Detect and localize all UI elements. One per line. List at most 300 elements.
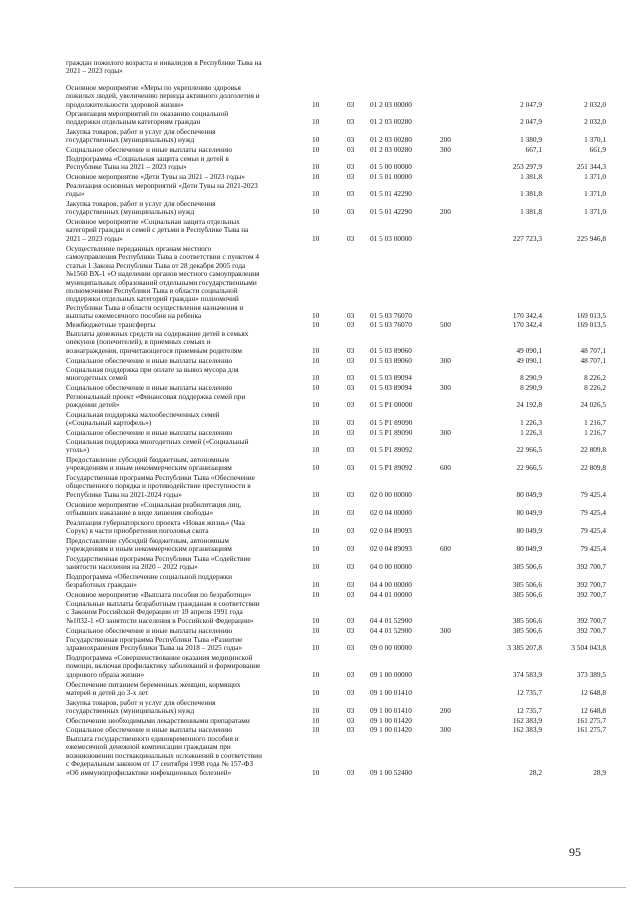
row-name-line: Подпрограмма «Совершенствование оказания медицинской (66, 654, 253, 662)
cell-sum-2023: 225 946,8 (576, 233, 606, 243)
row-name (66, 573, 312, 590)
row-name-line: 2021 – 2023 годы» (66, 67, 123, 76)
cell-razdel: 10 (312, 615, 320, 625)
cell-sum-2022: 80 049,9 (516, 544, 542, 554)
cell-sum-2022: 162 383,9 (512, 725, 542, 734)
cell-razdel: 10 (312, 162, 320, 172)
cell-expense-type: 200 (440, 135, 451, 145)
cell-razdel: 10 (312, 428, 320, 437)
cell-target-article: 01 5 03 89060 (370, 345, 412, 355)
cell-podrazdel: 03 (347, 373, 355, 383)
row-name (66, 429, 312, 437)
cell-razdel: 10 (312, 590, 320, 599)
row-name-line: поддержки отдельных категорий граждан» полномочий (66, 295, 239, 304)
cell-podrazdel: 03 (347, 207, 355, 217)
cell-sum-2022: 253 297,9 (512, 162, 542, 172)
row-name (66, 456, 312, 473)
cell-podrazdel: 03 (347, 489, 355, 499)
row-name (66, 681, 312, 698)
cell-sum-2023: 1 370,1 (584, 135, 606, 145)
cell-sum-2023: 392 700,7 (576, 590, 606, 599)
row-name (66, 245, 312, 321)
cell-sum-2023: 661,9 (589, 145, 606, 154)
row-name-line: уголь») (66, 446, 90, 455)
cell-razdel: 10 (312, 135, 320, 145)
cell-target-article: 01 5 Р1 89092 (370, 445, 413, 455)
row-name-line: Социальное обеспечение и иные выплаты населению (66, 146, 233, 154)
cell-sum-2022: 385 506,6 (512, 562, 542, 572)
cell-sum-2022: 1 226,3 (520, 418, 542, 428)
cell-sum-2023: 12 648,8 (580, 706, 606, 716)
cell-target-article: 04 0 00 00000 (370, 562, 412, 572)
cell-sum-2023: 8 226,2 (584, 373, 606, 383)
cell-sum-2023: 79 425,4 (580, 526, 606, 536)
row-name-line: выплаты ежемесячного пособия на ребенка (66, 312, 202, 321)
cell-target-article: 01 5 03 89094 (370, 373, 412, 383)
row-name-line: №1560 ВХ-1 «О наделении органов местного самоуправления (66, 270, 260, 279)
cell-expense-type: 300 (440, 428, 451, 437)
cell-podrazdel: 03 (347, 99, 355, 109)
row-name-line: Выплаты денежных средств на содержание детей в семьях (66, 330, 249, 338)
row-name-line: Основное мероприятие «Социальная защита отдельных (66, 218, 240, 226)
row-name (66, 726, 312, 734)
row-name-line: с Федеральным законом от 17 сентября 1998 года № 157-ФЗ (66, 760, 254, 769)
row-name (66, 474, 312, 499)
cell-expense-type: 300 (440, 626, 451, 635)
cell-sum-2023: 169 013,5 (576, 311, 606, 321)
row-name-line: Предоставление субсидий бюджетным, автономным (66, 537, 230, 545)
row-name (66, 717, 312, 725)
cell-sum-2022: 12 735,7 (516, 706, 542, 716)
cell-target-article: 02 0 00 00000 (370, 489, 412, 499)
cell-sum-2022: 385 506,6 (512, 626, 542, 635)
cell-podrazdel: 03 (347, 345, 355, 355)
cell-sum-2023: 28,9 (593, 767, 606, 777)
cell-target-article: 04 4 01 52900 (370, 626, 412, 635)
cell-sum-2022: 170 342,4 (512, 320, 542, 329)
cell-razdel: 10 (312, 562, 320, 572)
cell-sum-2022: 1 380,9 (520, 135, 542, 145)
row-name-line: рождении детей» (66, 401, 120, 410)
row-name (66, 173, 312, 181)
row-name-line: опекунов (попечителей), в приемных семьях и (66, 338, 211, 347)
cell-razdel: 10 (312, 145, 320, 154)
row-name-line: Сорук) в части приобретения поголовья скота (66, 527, 209, 536)
cell-sum-2023: 79 425,4 (580, 544, 606, 554)
cell-sum-2023: 1 216,7 (584, 418, 606, 428)
row-name-line: Межбюджетные трансферты (66, 321, 156, 329)
cell-target-article: 01 5 Р1 00000 (370, 400, 413, 410)
cell-target-article: 09 1 00 01420 (370, 716, 412, 725)
cell-razdel: 10 (312, 320, 320, 329)
cell-sum-2022: 385 506,6 (512, 590, 542, 599)
row-name (66, 366, 312, 383)
row-name-line: граждан пожилого возраста и инвалидов в Республике Тыва на (66, 59, 262, 67)
row-name-line: общественного порядка и противодействие преступности в (66, 482, 251, 491)
cell-sum-2023: 22 809,8 (580, 445, 606, 455)
cell-sum-2022: 385 506,6 (512, 615, 542, 625)
cell-sum-2022: 385 506,6 (512, 580, 542, 590)
row-name (66, 393, 312, 410)
cell-podrazdel: 03 (347, 562, 355, 572)
row-name-line: вознаграждения, причитающегося приемным родителям (66, 346, 242, 355)
row-name (66, 200, 312, 217)
cell-sum-2023: 373 389,5 (576, 669, 606, 679)
row-name-line: Закупка товаров, работ и услуг для обеспечения (66, 699, 216, 707)
cell-sum-2022: 22 966,5 (516, 463, 542, 473)
cell-target-article: 01 5 01 42290 (370, 189, 412, 199)
row-name-line: Обеспечение необходимыми лекарственными препаратами (66, 717, 250, 725)
row-name (66, 519, 312, 536)
cell-expense-type: 300 (440, 145, 451, 154)
cell-podrazdel: 03 (347, 189, 355, 199)
row-name-line: матерей и детей до 3-х лет (66, 689, 149, 698)
cell-sum-2023: 8 226,2 (584, 383, 606, 392)
row-name-line: многодетных семей (66, 374, 128, 383)
cell-podrazdel: 03 (347, 418, 355, 428)
cell-sum-2022: 1 381,8 (520, 189, 542, 199)
cell-podrazdel: 03 (347, 669, 355, 679)
row-name-line: Республике Тыва на 2021 – 2023 годы» (66, 163, 187, 172)
cell-podrazdel: 03 (347, 428, 355, 437)
cell-sum-2023: 3 504 043,8 (571, 643, 606, 653)
cell-razdel: 10 (312, 544, 320, 554)
cell-sum-2023: 2 032,0 (584, 99, 606, 109)
row-name (66, 146, 312, 154)
cell-sum-2022: 374 583,9 (512, 669, 542, 679)
cell-sum-2022: 49 090,1 (516, 345, 542, 355)
row-name-line: Организация мероприятий по оказанию социальной (66, 110, 229, 118)
cell-target-article: 01 5 Р1 89090 (370, 418, 413, 428)
row-name-line: Основное мероприятие «Выплата пособия по безработице» (66, 591, 252, 599)
row-name-line: Реализация губернаторского проекта «Новая жизнь» (Чаа (66, 519, 245, 527)
cell-sum-2023: 392 700,7 (576, 580, 606, 590)
cell-razdel: 10 (312, 345, 320, 355)
cell-podrazdel: 03 (347, 145, 355, 154)
cell-sum-2022: 1 226,3 (520, 428, 542, 437)
cell-sum-2022: 2 047,9 (520, 99, 542, 109)
cell-podrazdel: 03 (347, 580, 355, 590)
row-name (66, 411, 312, 428)
cell-razdel: 10 (312, 463, 320, 473)
cell-target-article: 09 1 00 00000 (370, 669, 412, 679)
cell-razdel: 10 (312, 99, 320, 109)
row-name-line: Социальное обеспечение и иные выплаты населению (66, 357, 233, 365)
cell-razdel: 10 (312, 706, 320, 716)
cell-target-article: 04 4 01 52900 (370, 615, 412, 625)
cell-sum-2023: 392 700,7 (576, 562, 606, 572)
cell-sum-2023: 392 700,7 (576, 626, 606, 635)
row-name-line: Социальная поддержка при оплате за вывоз мусора для (66, 366, 239, 374)
cell-target-article: 09 1 00 52400 (370, 767, 412, 777)
row-name (66, 627, 312, 635)
cell-razdel: 10 (312, 688, 320, 698)
row-name-line: Социальное обеспечение и иные выплаты населению (66, 627, 233, 635)
cell-sum-2023: 12 648,8 (580, 688, 606, 698)
cell-podrazdel: 03 (347, 643, 355, 653)
row-name-line: полномочиями Республики Тыва в области социальной (66, 287, 238, 296)
cell-expense-type: 200 (440, 207, 451, 217)
row-name-line: помощи, включая профилактику заболеваний и формирование (66, 662, 261, 671)
row-name-line: годы» (66, 190, 85, 199)
row-name-line: №1032-1 «О занятости населения в Российской Федерации» (66, 616, 254, 625)
cell-razdel: 10 (312, 373, 320, 383)
cell-sum-2022: 22 966,5 (516, 445, 542, 455)
cell-podrazdel: 03 (347, 706, 355, 716)
row-name-line: ежемесячной денежной компенсации гражданам при (66, 743, 231, 752)
row-name-line: Выплата государственного единовременного пособия и (66, 735, 239, 743)
page-number: 95 (569, 845, 581, 859)
scan-edge-line (14, 887, 626, 888)
row-name-line: государственных (муниципальных) нужд (66, 136, 195, 145)
row-name (66, 110, 312, 127)
cell-razdel: 10 (312, 189, 320, 199)
row-name (66, 128, 312, 145)
row-name (66, 321, 312, 329)
cell-sum-2023: 251 344,3 (576, 162, 606, 172)
row-name (66, 654, 312, 679)
row-name-line: Основное мероприятие «Дети Тувы на 2021 – 2023 годы» (66, 173, 245, 181)
row-name-line: Подпрограмма «Социальная защита семьи и детей в (66, 155, 229, 163)
cell-target-article: 02 0 04 00000 (370, 508, 412, 518)
cell-sum-2022: 24 192,8 (516, 400, 542, 410)
cell-podrazdel: 03 (347, 615, 355, 625)
cell-expense-type: 600 (440, 463, 451, 473)
cell-target-article: 01 2 03 00000 (370, 99, 412, 109)
cell-razdel: 10 (312, 669, 320, 679)
row-name-line: Региональный проект «Финансовая поддержка семей при (66, 393, 246, 401)
cell-target-article: 01 5 03 89060 (370, 356, 412, 365)
row-name-line: Социальное обеспечение и иные выплаты населению (66, 726, 233, 734)
row-name-line: Социальные выплаты безработным гражданам в соответствии (66, 600, 260, 608)
row-name (66, 218, 312, 243)
row-name-line: Социальная поддержка многодетных семей («Социальный (66, 438, 249, 446)
cell-target-article: 09 1 00 01420 (370, 725, 412, 734)
row-name (66, 59, 312, 76)
row-name-line: Государственная программа Республики Тыва «Обеспечение (66, 474, 255, 482)
row-name-line: Республике Тыва на 2021-2024 годы» (66, 490, 182, 499)
cell-razdel: 10 (312, 725, 320, 734)
row-name-line: Подпрограмма «Обеспечение социальной поддержки (66, 573, 233, 581)
cell-sum-2022: 170 342,4 (512, 311, 542, 321)
cell-razdel: 10 (312, 207, 320, 217)
cell-podrazdel: 03 (347, 590, 355, 599)
row-name-line: Реализация основных мероприятий «Дети Тувы на 2021-2023 (66, 182, 258, 190)
row-name-line: Государственная программа Республики Тыва «Развитие (66, 636, 243, 644)
cell-sum-2022: 80 049,9 (516, 489, 542, 499)
cell-podrazdel: 03 (347, 320, 355, 329)
row-name (66, 155, 312, 172)
cell-sum-2022: 80 049,9 (516, 526, 542, 536)
cell-target-article: 01 5 00 00000 (370, 162, 412, 172)
cell-sum-2023: 169 013,5 (576, 320, 606, 329)
cell-razdel: 10 (312, 445, 320, 455)
cell-sum-2023: 79 425,4 (580, 508, 606, 518)
row-name-line: Республики Тыва в области осуществления назначения и (66, 303, 244, 312)
cell-sum-2022: 1 381,8 (520, 172, 542, 181)
cell-expense-type: 600 (440, 544, 451, 554)
row-name (66, 357, 312, 365)
cell-target-article: 01 5 01 00000 (370, 172, 412, 181)
cell-target-article: 04 4 01 00000 (370, 590, 412, 599)
cell-razdel: 10 (312, 526, 320, 536)
row-name (66, 699, 312, 716)
row-name-line: самоуправления Республики Тыва в соответствии с пунктом 4 (66, 253, 260, 262)
row-name (66, 600, 312, 625)
row-name (66, 330, 312, 355)
cell-podrazdel: 03 (347, 162, 355, 172)
cell-razdel: 10 (312, 400, 320, 410)
cell-razdel: 10 (312, 356, 320, 365)
cell-expense-type: 300 (440, 383, 451, 392)
cell-target-article: 04 4 00 00000 (370, 580, 412, 590)
cell-expense-type: 300 (440, 725, 451, 734)
row-name (66, 182, 312, 199)
row-name-line: статьи 1 Закона Республики Тыва от 28 декабря 2005 года (66, 261, 246, 270)
row-name (66, 555, 312, 572)
cell-sum-2023: 1 371,0 (584, 207, 606, 217)
row-name-line: муниципальных образований отдельными государственными (66, 278, 257, 287)
row-name-line: Основное мероприятие «Меры по укреплению здоровья (66, 84, 241, 92)
cell-podrazdel: 03 (347, 526, 355, 536)
cell-sum-2023: 392 700,7 (576, 615, 606, 625)
cell-razdel: 10 (312, 643, 320, 653)
row-name-line: учреждениям и иным некоммерческим организациям (66, 464, 232, 473)
row-name (66, 501, 312, 518)
cell-razdel: 10 (312, 117, 320, 127)
row-name-line: Закупка товаров, работ и услуг для обеспечения (66, 200, 216, 208)
cell-podrazdel: 03 (347, 688, 355, 698)
row-name-line: государственных (муниципальных) нужд (66, 707, 195, 716)
row-name-line: Основное мероприятие «Социальная реабилитация лиц, (66, 501, 242, 509)
cell-razdel: 10 (312, 626, 320, 635)
row-name-line: Социальное обеспечение и иные выплаты населению (66, 429, 233, 437)
cell-target-article: 09 0 00 00000 (370, 643, 412, 653)
row-name-line: «Об иммунопрофилактике инфекционных болезней» (66, 768, 232, 777)
row-name-line: здравоохранения Республики Тыва на 2018 – 2025 годы» (66, 644, 243, 653)
cell-podrazdel: 03 (347, 311, 355, 321)
cell-sum-2022: 2 047,9 (520, 117, 542, 127)
row-name-line: продолжительности здоровой жизни» (66, 100, 184, 109)
cell-razdel: 10 (312, 383, 320, 392)
row-name-line: возникновении поствакцинальных осложнений в соответствии (66, 751, 262, 760)
cell-target-article: 01 5 03 89094 (370, 383, 412, 392)
row-name (66, 636, 312, 653)
cell-podrazdel: 03 (347, 716, 355, 725)
cell-podrazdel: 03 (347, 135, 355, 145)
cell-sum-2022: 162 383,9 (512, 716, 542, 725)
cell-expense-type: 200 (440, 706, 451, 716)
cell-podrazdel: 03 (347, 356, 355, 365)
cell-sum-2023: 1 371,0 (584, 172, 606, 181)
row-name-line: государственных (муниципальных) нужд (66, 208, 195, 217)
row-name (66, 384, 312, 392)
cell-razdel: 10 (312, 508, 320, 518)
row-name (66, 537, 312, 554)
cell-sum-2022: 49 090,1 (516, 356, 542, 365)
cell-target-article: 01 5 Р1 89092 (370, 463, 413, 473)
cell-sum-2023: 48 707,1 (580, 345, 606, 355)
row-name-line: Осуществление переданных органам местного (66, 245, 212, 253)
cell-sum-2023: 48 707,1 (580, 356, 606, 365)
cell-target-article: 09 1 00 01410 (370, 706, 412, 716)
row-name-line: Закупка товаров, работ и услуг для обеспечения (66, 128, 216, 136)
cell-sum-2023: 2 032,0 (584, 117, 606, 127)
cell-podrazdel: 03 (347, 383, 355, 392)
cell-target-article: 01 2 03 00280 (370, 135, 412, 145)
row-name (66, 438, 312, 455)
cell-podrazdel: 03 (347, 767, 355, 777)
row-name (66, 735, 312, 777)
cell-target-article: 02 0 04 89093 (370, 544, 412, 554)
cell-sum-2023: 161 275,7 (576, 725, 606, 734)
cell-sum-2022: 28,2 (529, 767, 542, 777)
row-name-line: пожилых людей, увеличению периода активного долголетия и (66, 92, 260, 101)
cell-razdel: 10 (312, 767, 320, 777)
row-name-line: здорового образа жизни» (66, 670, 145, 679)
cell-sum-2022: 8 290,9 (520, 383, 542, 392)
cell-razdel: 10 (312, 233, 320, 243)
cell-target-article: 09 1 00 01410 (370, 688, 412, 698)
cell-podrazdel: 03 (347, 117, 355, 127)
cell-sum-2022: 12 735,7 (516, 688, 542, 698)
cell-sum-2023: 22 809,8 (580, 463, 606, 473)
cell-podrazdel: 03 (347, 400, 355, 410)
row-name (66, 591, 312, 599)
cell-sum-2022: 1 381,8 (520, 207, 542, 217)
cell-sum-2022: 3 385 207,8 (507, 643, 542, 653)
cell-sum-2023: 161 275,7 (576, 716, 606, 725)
cell-target-article: 01 5 03 76070 (370, 311, 412, 321)
cell-podrazdel: 03 (347, 544, 355, 554)
row-name-line: Обеспечение питанием беременных женщин, кормящих (66, 681, 241, 689)
row-name-line: отбывших наказание в виде лишения свободы» (66, 509, 214, 518)
cell-sum-2023: 79 425,4 (580, 489, 606, 499)
row-name-line: Социальное обеспечение и иные выплаты населению (66, 384, 233, 392)
cell-podrazdel: 03 (347, 508, 355, 518)
cell-sum-2023: 24 026,5 (580, 400, 606, 410)
cell-sum-2022: 80 049,9 (516, 508, 542, 518)
cell-target-article: 02 0 04 89093 (370, 526, 412, 536)
cell-target-article: 01 2 03 00280 (370, 145, 412, 154)
cell-sum-2023: 1 216,7 (584, 428, 606, 437)
cell-razdel: 10 (312, 716, 320, 725)
row-name (66, 84, 312, 109)
cell-target-article: 01 5 Р1 89090 (370, 428, 413, 437)
row-name-line: («Социальный картофель») (66, 419, 152, 428)
cell-razdel: 10 (312, 580, 320, 590)
cell-podrazdel: 03 (347, 172, 355, 181)
row-name-line: с Законом Российской Федерации от 19 апреля 1991 года (66, 608, 243, 617)
cell-target-article: 01 5 03 00000 (370, 233, 412, 243)
row-name-line: безработных граждан» (66, 581, 137, 590)
cell-podrazdel: 03 (347, 233, 355, 243)
cell-target-article: 01 2 03 00280 (370, 117, 412, 127)
cell-razdel: 10 (312, 311, 320, 321)
cell-expense-type: 500 (440, 320, 451, 329)
row-name-line: учреждениям и иным некоммерческим организациям (66, 545, 232, 554)
row-name-line: Предоставление субсидий бюджетным, автономным (66, 456, 230, 464)
cell-razdel: 10 (312, 418, 320, 428)
cell-sum-2022: 667,1 (525, 145, 542, 154)
cell-sum-2023: 1 371,0 (584, 189, 606, 199)
row-name-line: категорий граждан и семей с детьми в Республике Тыва на (66, 226, 249, 235)
row-name-line: Социальная поддержка малообеспеченных семей (66, 411, 220, 419)
cell-podrazdel: 03 (347, 445, 355, 455)
cell-podrazdel: 03 (347, 626, 355, 635)
row-name-line: Государственная программа Республики Тыва «Содействие (66, 555, 251, 563)
cell-target-article: 01 5 01 42290 (370, 207, 412, 217)
